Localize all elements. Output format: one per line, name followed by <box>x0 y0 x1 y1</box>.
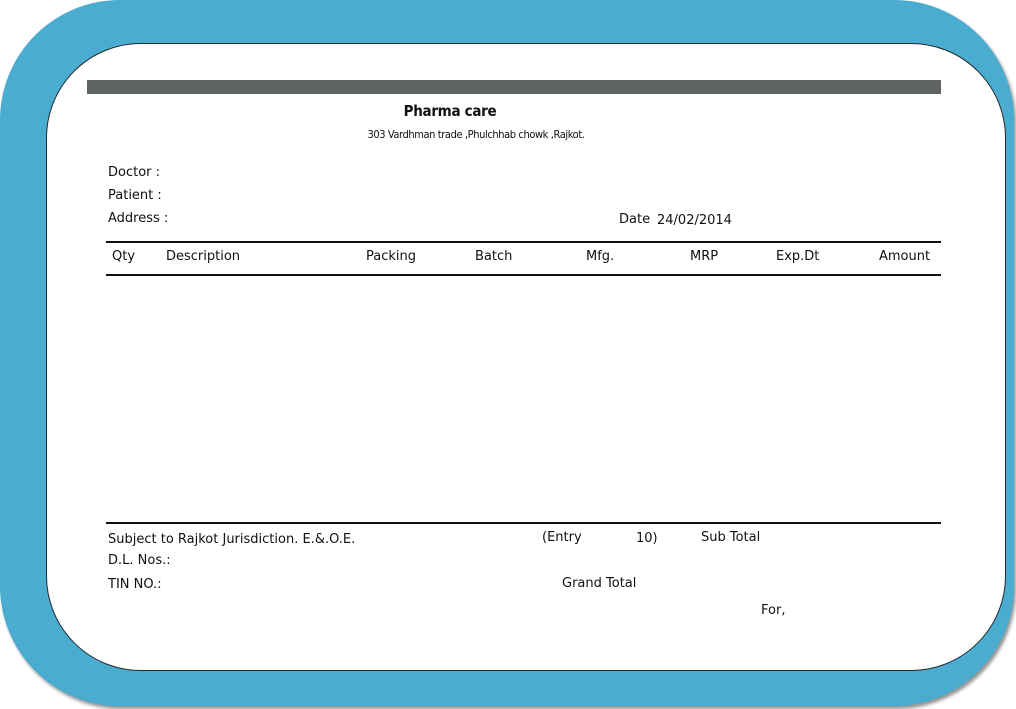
sub-total-label: Sub Total <box>701 530 761 545</box>
column-header-mrp: MRP <box>690 249 719 264</box>
table-bottom-rule <box>106 522 941 524</box>
doctor-label: Doctor : <box>108 165 161 180</box>
dl-nos-label: D.L. Nos.: <box>108 553 171 568</box>
table-header-bottom-rule <box>106 274 941 276</box>
entry-count: 10) <box>636 531 658 546</box>
for-label: For, <box>761 603 786 618</box>
column-header-batch: Batch <box>475 249 513 264</box>
address-label: Address : <box>108 211 169 226</box>
date-label: Date <box>619 212 651 227</box>
date-value: 24/02/2014 <box>657 213 732 228</box>
tin-no-label: TIN NO.: <box>108 577 162 592</box>
column-header-description: Description <box>166 249 241 264</box>
report-header-bar <box>87 80 941 94</box>
store-address: 303 Vardhman trade ,Phulchhab chowk ,Rajkot. <box>367 128 585 141</box>
entry-label: (Entry <box>542 530 582 545</box>
table-top-rule <box>106 241 941 243</box>
patient-label: Patient : <box>108 188 162 203</box>
jurisdiction-note: Subject to Rajkot Jurisdiction. E.&.O.E. <box>108 532 356 547</box>
column-header-exp-dt: Exp.Dt <box>776 249 820 264</box>
column-header-packing: Packing <box>366 249 417 264</box>
column-header-qty: Qty <box>112 249 136 264</box>
store-name: Pharma care <box>403 102 497 120</box>
grand-total-label: Grand Total <box>562 576 637 591</box>
column-header-amount: Amount <box>879 249 931 264</box>
column-header-mfg: Mfg. <box>586 249 615 264</box>
